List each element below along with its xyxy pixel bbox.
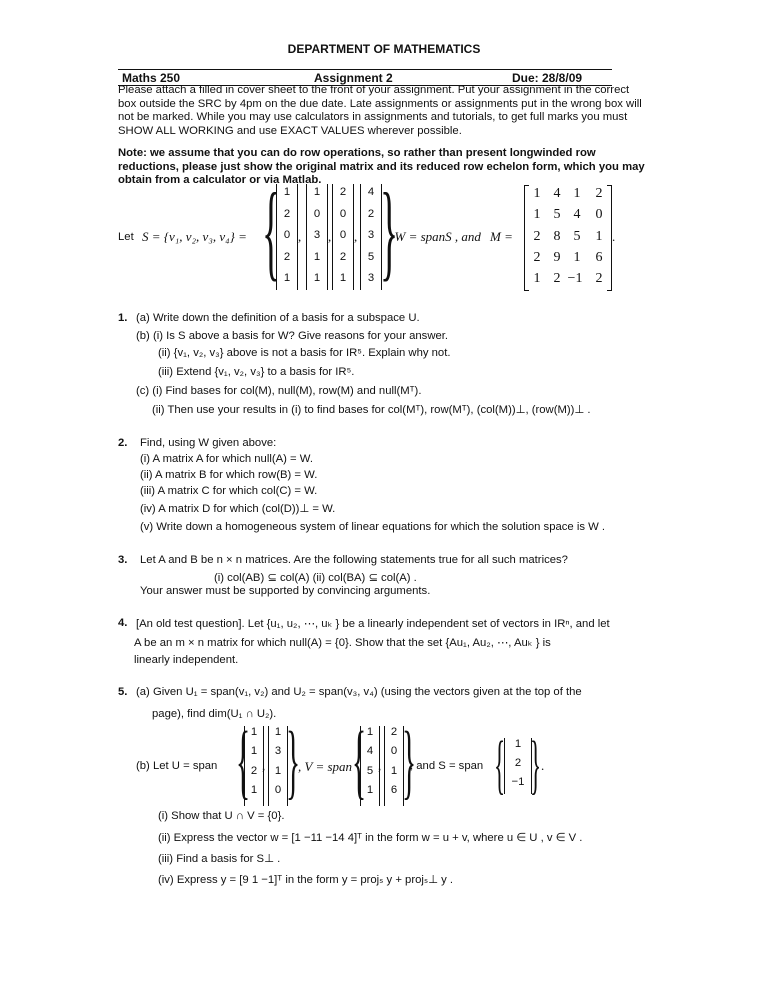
- m-cell: 1: [533, 207, 541, 222]
- v1-entry: 1: [366, 784, 374, 796]
- q5-a-line1: (a) Given U₁ = span(v₁, v₂) and U₂ = span(v₃, v₄) (using the vectors given at the top of the: [136, 686, 582, 698]
- q1-c-ii: (ii) Then use your results in (i) to find bases for col(Mᵀ), row(Mᵀ), (col(M))⊥, (row(M))⊥ .: [152, 404, 591, 416]
- right-brace: }: [380, 172, 399, 291]
- s-entry: −1: [511, 776, 525, 788]
- q2-intro: Find, using W given above:: [140, 437, 277, 449]
- v2-entry: 2: [390, 726, 398, 738]
- q5-b-s: , and S = span: [410, 760, 484, 772]
- q2-iii: (iii) A matrix C for which col(C) = W.: [140, 485, 318, 497]
- vector-v2: [306, 184, 328, 290]
- v3-entry: 0: [339, 229, 347, 241]
- q2-number: 2.: [118, 437, 128, 449]
- q4-number: 4.: [118, 617, 128, 629]
- q3-footer: Your answer must be supported by convincing arguments.: [140, 585, 431, 597]
- q5-b-let: (b) Let U = span: [136, 760, 218, 772]
- u1-entry: 1: [250, 745, 258, 757]
- m-cell: 5: [553, 207, 561, 222]
- v2-entry: 3: [313, 229, 321, 241]
- s-definition: S = {v₁, v₂, v₃, v₄} =: [142, 229, 247, 244]
- v-vector-1: [360, 726, 380, 806]
- q5-b-ii: (ii) Express the vector w = [1 −11 −14 4]ᵀ in the form w = u + v, where u ∈ U , v ∈ V .: [158, 832, 583, 844]
- v-vector-2: [384, 726, 404, 806]
- u-vector-1: [244, 726, 264, 806]
- m-cell: 1: [533, 186, 541, 201]
- m-cell: 1: [573, 186, 581, 201]
- instructions: Please attach a filled in cover sheet to the front of your assignment. Put your assignment in the correct box outside the SRC by 4pm on the due date. Late assignments or assignments put in the wrong box will not be marked. While you may use calculators in assignments and tutorials, to get full marks you must SHOW ALL WORKING and use EXACT VALUES wherever possible.: [118, 84, 642, 137]
- note: Note: we assume that you can do row operations, so rather than present longwinded row reductions, please just show the original matrix and its reduced row echelon form, which you may obtain from a calculator or via Matlab.: [118, 147, 645, 187]
- q1-c-i: (c) (i) Find bases for col(M), null(M), row(M) and null(Mᵀ).: [136, 385, 422, 397]
- v3-entry: 2: [339, 251, 347, 263]
- assignment-title: Assignment 2: [314, 71, 393, 85]
- v2-entry: 1: [313, 251, 321, 263]
- u2-entry: 0: [274, 784, 282, 796]
- u1-entry: 2: [250, 765, 258, 777]
- m-cell: 2: [553, 271, 561, 286]
- v1-entry: 1: [283, 186, 291, 198]
- u2-entry: 1: [274, 765, 282, 777]
- department-title: DEPARTMENT OF MATHEMATICS: [287, 42, 481, 56]
- q5-b-v: , V = span: [298, 759, 353, 774]
- q4-line1: [An old test question]. Let {u₁, u₂, ⋯, uₖ } be a linearly independent set of vectors in IRⁿ, and let: [136, 618, 610, 630]
- course-code: Maths 250: [122, 71, 181, 85]
- m-cell: 1: [533, 271, 541, 286]
- m-cell: 1: [595, 229, 603, 244]
- q4-line3: linearly independent.: [134, 654, 239, 666]
- q5-b-iv: (iv) Express y = [9 1 −1]ᵀ in the form y = projₛ y + projₛ⊥ y .: [158, 874, 454, 886]
- s-entry: 1: [514, 738, 522, 750]
- due-date: Due: 28/8/09: [512, 71, 583, 85]
- v1-entry: 2: [283, 251, 291, 263]
- m-cell: 2: [533, 229, 541, 244]
- q5-a-line2: page), find dim(U₁ ∩ U₂).: [152, 708, 277, 720]
- v1-entry: 5: [366, 765, 374, 777]
- v1-entry: 2: [283, 208, 291, 220]
- q3-number: 3.: [118, 554, 128, 566]
- v3-entry: 1: [339, 272, 347, 284]
- v3-entry: 2: [339, 186, 347, 198]
- u2-entry: 3: [274, 745, 282, 757]
- vector-v4: [360, 184, 382, 290]
- q2-ii: (ii) A matrix B for which row(B) = W.: [140, 469, 318, 481]
- m-cell: −1: [567, 271, 583, 286]
- q3-intro: Let A and B be n × n matrices. Are the following statements true for all such matrices?: [140, 554, 568, 566]
- v4-entry: 3: [367, 272, 375, 284]
- w-definition: , W = spanS , and: [388, 229, 481, 244]
- v4-entry: 2: [367, 208, 375, 220]
- m-cell: 6: [595, 250, 603, 265]
- v4-entry: 3: [367, 229, 375, 241]
- u1-entry: 1: [250, 726, 258, 738]
- q2-v: (v) Write down a homogeneous system of linear equations for which the solution space is W .: [140, 521, 606, 533]
- m-cell: 5: [573, 229, 581, 244]
- v2-entry: 1: [313, 272, 321, 284]
- u2-entry: 1: [274, 726, 282, 738]
- v2-entry: 0: [390, 745, 398, 757]
- q1-b-i: (b) (i) Is S above a basis for W? Give reasons for your answer.: [136, 330, 449, 342]
- u1-entry: 1: [250, 784, 258, 796]
- q3-items: (i) col(AB) ⊆ col(A) (ii) col(BA) ⊆ col(A) .: [214, 572, 417, 584]
- s-vector: [504, 738, 532, 794]
- q2-i: (i) A matrix A for which null(A) = W.: [140, 453, 313, 465]
- q1-number: 1.: [118, 312, 128, 324]
- m-cell: 8: [553, 229, 561, 244]
- let-label: Let: [118, 231, 134, 243]
- q2-iv: (iv) A matrix D for which (col(D))⊥ = W.: [140, 503, 336, 515]
- m-cell: 1: [573, 250, 581, 265]
- m-cell: 9: [553, 250, 561, 265]
- q5-b-iii: (iii) Find a basis for S⊥ .: [158, 853, 281, 865]
- v1-entry: 1: [366, 726, 374, 738]
- q5-number: 5.: [118, 686, 128, 698]
- s-entry: 2: [514, 757, 522, 769]
- m-cell: 2: [533, 250, 541, 265]
- q1-b-iii: (iii) Extend {v₁, v₂, v₃} to a basis for IR⁵.: [158, 366, 355, 378]
- m-cell: 4: [573, 207, 581, 222]
- v1-entry: 4: [366, 745, 374, 757]
- m-label: M =: [490, 229, 513, 244]
- q1-b-ii: (ii) {v₁, v₂, v₃} above is not a basis for IR⁵. Explain why not.: [158, 347, 451, 359]
- q1-a: (a) Write down the definition of a basis for a subspace U.: [136, 312, 420, 324]
- m-cell: 0: [595, 207, 603, 222]
- q5-b-i: (i) Show that U ∩ V = {0}.: [158, 810, 285, 822]
- left-brace: {: [262, 172, 281, 291]
- m-cell: 2: [595, 271, 603, 286]
- v2-entry: 0: [313, 208, 321, 220]
- header-rule-top: [118, 69, 612, 70]
- v1-entry: 1: [283, 272, 291, 284]
- v4-entry: 4: [367, 186, 375, 198]
- v4-entry: 5: [367, 251, 375, 263]
- m-cell: 4: [553, 186, 561, 201]
- v2-entry: 1: [390, 765, 398, 777]
- v1-entry: 0: [283, 229, 291, 241]
- v2-entry: 1: [313, 186, 321, 198]
- m-cell: 2: [595, 186, 603, 201]
- q4-line2: A be an m × n matrix for which null(A) = {0}. Show that the set {Au₁, Au₂, ⋯, Auₖ } is: [134, 637, 551, 649]
- u-vector-2: [268, 726, 288, 806]
- vector-v3: [332, 184, 354, 290]
- v2-entry: 6: [390, 784, 398, 796]
- v3-entry: 0: [339, 208, 347, 220]
